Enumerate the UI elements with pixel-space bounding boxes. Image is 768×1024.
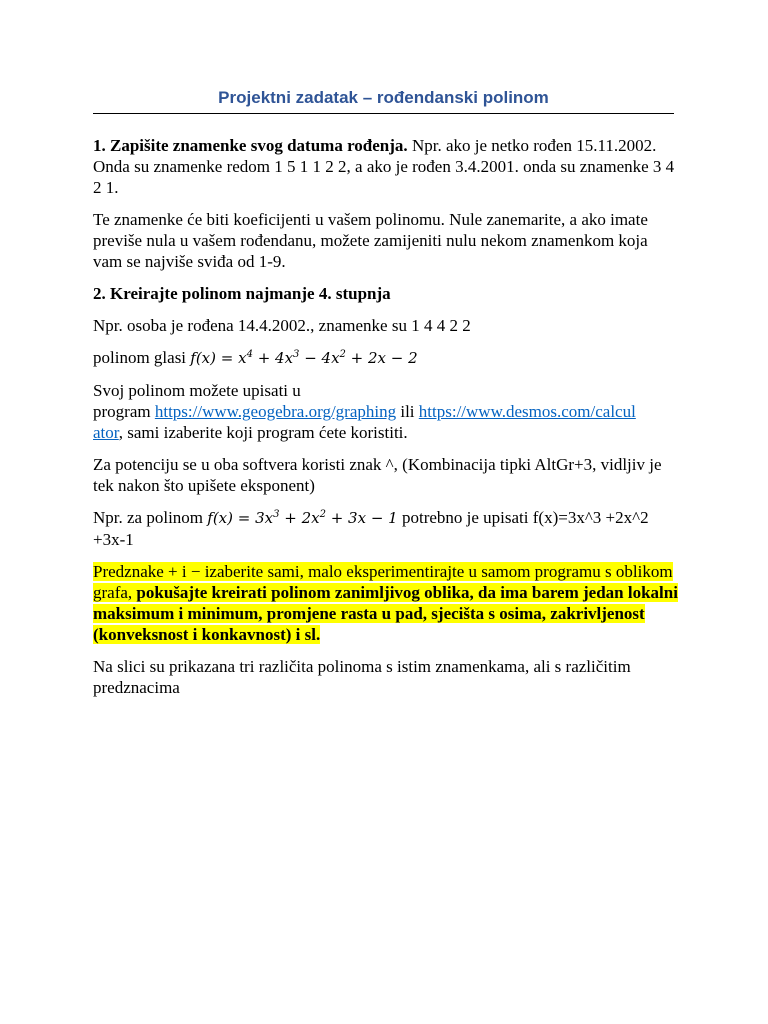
geogebra-link[interactable]: https://www.geogebra.org/graphing <box>154 402 397 421</box>
formula-part: f(x) = 3x <box>207 509 274 527</box>
or-word: ili <box>396 402 419 421</box>
formula-part: − 4x <box>299 349 340 367</box>
programs-line1: Svoj polinom možete upisati u <box>93 381 301 400</box>
highlight-normal: Predznake + i − izaberite sami, malo eksperimentirajte u samom programu s oblikom grafa, <box>93 562 673 602</box>
document-body <box>93 135 678 709</box>
paragraph-programs <box>93 380 678 443</box>
paragraph-input-example <box>93 507 678 550</box>
paragraph-1-text: Npr. ako je netko rođen 15.11.2002. Onda su znamenke redom 1 5 1 1 2 2, a ako je rođen 3.4.2001. onda su znamenke 3 4 2 1. <box>93 136 675 197</box>
step-1-heading: 1. Zapišite znamenke svog datuma rođenja. <box>93 136 408 155</box>
input-example-suffix: potrebno je upisati f(x)=3x^3 +2x^2 +3x-1 <box>93 508 649 549</box>
exponent: 3 <box>273 509 280 520</box>
paragraph-highlighted <box>93 561 678 645</box>
input-example-formula <box>207 509 397 527</box>
step-2-heading <box>93 283 678 304</box>
paragraph-power-sign: Za potenciju se u oba softvera koristi znak ^, (Kombinacija tipki AltGr+3, vidljiv je tek nakon što upišete eksponent) <box>93 455 662 495</box>
polynomial-formula <box>190 349 417 367</box>
programs-rest: , sami izaberite koji program ćete koristiti. <box>118 423 408 442</box>
formula-part: + 4x <box>252 349 294 367</box>
exponent: 2 <box>339 349 346 360</box>
formula-part: + 3x − 1 <box>325 509 398 527</box>
formula-part: f(x) = x <box>190 349 247 367</box>
page-title: Projektni zadatak – rođendanski polinom <box>218 88 549 107</box>
paragraph-1 <box>93 135 678 198</box>
paragraph-example-digits: Npr. osoba je rođena 14.4.2002., znamenke su 1 4 4 2 2 <box>93 316 471 335</box>
formula-part: + 2x − 2 <box>345 349 418 367</box>
paragraph-example-polynomial <box>93 347 678 369</box>
polynomial-prefix: polinom glasi <box>93 348 191 367</box>
title-block <box>93 88 674 114</box>
desmos-link-part2[interactable]: ator <box>93 423 119 442</box>
highlight-bold: pokušajte kreirati polinom zanimljivog oblika, da ima barem jedan lokalni maksimum i minimum, promjene rasta u pad, sjecišta s osima, zakrivljenost (konveksnost i konkavnost) i sl. <box>93 583 678 644</box>
exponent: 4 <box>246 349 253 360</box>
programs-word: program <box>93 402 155 421</box>
input-example-prefix: Npr. za polinom <box>93 508 208 527</box>
paragraph-2: Te znamenke će biti koeficijenti u vašem polinomu. Nule zanemarite, a ako imate previše nula u vašem rođendanu, možete zamijeniti nulu nekom znamenkom koja vam se najviše sviđa od 1-9. <box>93 210 648 271</box>
formula-part: + 2x <box>279 509 320 527</box>
step-2-heading-text: 2. Kreirajte polinom najmanje 4. stupnja <box>93 284 391 303</box>
paragraph-figure-note: Na slici su prikazana tri različita polinoma s istim znamenkama, ali s različitim predznacima <box>93 657 631 697</box>
exponent: 2 <box>319 509 326 520</box>
exponent: 3 <box>293 349 300 360</box>
desmos-link-part1[interactable]: https://www.desmos.com/calcul <box>418 402 636 421</box>
